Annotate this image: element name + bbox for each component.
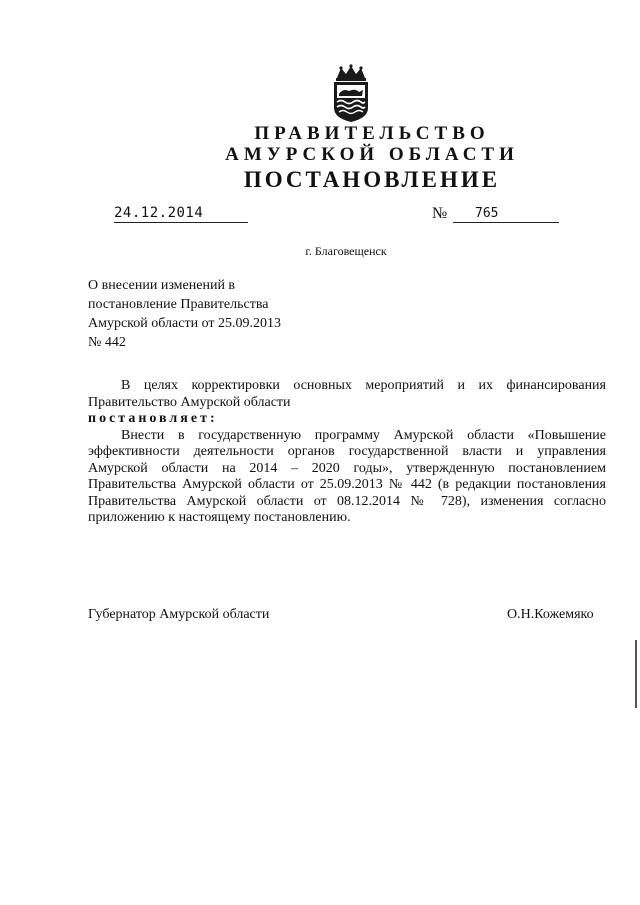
subject-line: Амурской области от 25.09.2013 — [88, 316, 281, 331]
document-body — [88, 378, 606, 527]
body-main-paragraph: Внести в государственную программу Амурской области «Повышение эффективности деятельности органов государственной власти и управления Амурской области на 2014 – 2020 годы», утвержденную постановлением Правительства Амурской области от 25.09.2013 № 442 (в редакции постановления Правительства Амурской области от 08.12.2014 № 728), изменения согласно приложению к настоящему постановлению. — [88, 427, 606, 525]
body-intro-paragraph: В целях корректировки основных мероприятий и их финансирования Правительство Амурской области — [88, 378, 606, 410]
government-name-line2: АМУРСКОЙ ОБЛАСТИ — [225, 144, 519, 165]
city-name: г. Благовещенск — [305, 244, 387, 258]
subject-line: О внесении изменений в — [88, 278, 236, 293]
document-number: 765 — [453, 206, 559, 223]
signatory-name: О.Н.Кожемяко — [507, 607, 594, 622]
scan-edge-mark — [635, 640, 637, 708]
document-date: 24.12.2014 — [114, 205, 248, 223]
government-name-line1: ПРАВИТЕЛЬСТВО — [254, 123, 490, 144]
number-sign: № — [432, 205, 448, 222]
document-type-title: ПОСТАНОВЛЕНИЕ — [243, 167, 501, 192]
signatory-role: Губернатор Амурской области — [88, 607, 270, 622]
resolves-keyword: постановляет: — [88, 411, 218, 426]
document-subject — [88, 276, 328, 352]
subject-line: постановление Правительства — [88, 297, 269, 312]
subject-line: № 442 — [88, 335, 126, 350]
coat-of-arms-icon — [327, 64, 375, 124]
